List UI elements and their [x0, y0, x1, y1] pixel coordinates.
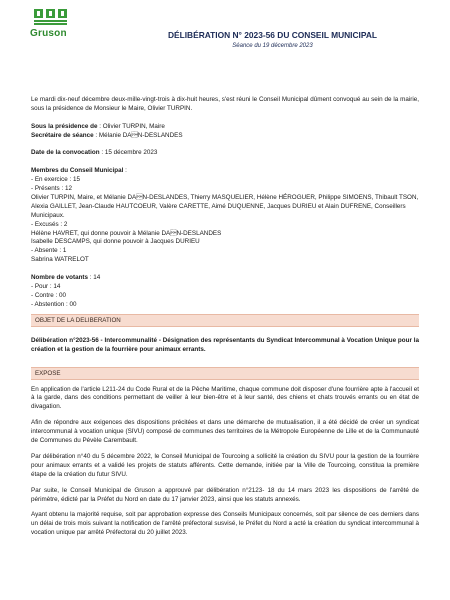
presidency-label: Sous la présidence de: [31, 122, 98, 130]
members-present: - Présents : 12: [31, 185, 72, 193]
logo-bars-icon: [34, 20, 72, 25]
members-in-office: - En exercice : 15: [31, 176, 80, 184]
intro-paragraph: Le mardi dix-neuf décembre deux-mille-vingt-trois à dix-huit heures, s'est réuni le Conseil Municipal dûment convoqué au sein de la mairie, sous la présidence de Monsieur le Maire, Olivier TURPIN.: [31, 96, 419, 112]
members-excused-1: Hélène HAVRET, qui donne pouvoir à Mélanie DAN-DESLANDES: [31, 229, 222, 237]
members-excused: - Excusés : 2: [31, 220, 68, 228]
votes-value: : 14: [88, 274, 101, 282]
members-absent-name: Sabrina WATRELOT: [31, 256, 89, 264]
votes-abstention: - Abstention : 00: [31, 300, 77, 308]
secretary-value: : Mélanie DAN-DESLANDES: [93, 131, 183, 139]
expose-paragraph: En application de l'article L211-24 du Code Rural et de la Pêche Maritime, chaque commune doit disposer d'une fourrière apte à l'accueil et à la garde, dans des conditions permettant de veiller à leur bien-être et à leur santé, des chiens et chats trouvés errants ou en état de divagation.: [31, 385, 419, 411]
members-excused-2: Isabelle DESCAMPS, qui donne pouvoir à Jacques DURIEU: [31, 238, 200, 246]
document-title: DÉLIBÉRATION N° 2023-56 DU CONSEIL MUNICIPAL: [167, 30, 378, 40]
document-subtitle: Séance du 19 décembre 2023: [232, 43, 313, 49]
document-header: [160, 30, 385, 49]
votes-heading: [31, 274, 419, 283]
document-body: [31, 96, 419, 538]
expose-paragraph: Afin de répondre aux exigences des dispositions précitées et dans une démarche de mutualisation, il a été décidé de créer un syndicat intercommunal à vocation unique (SIVU) composé de communes des territoires de la Métropole Européenne de Lille et de la Communauté de Communes du Pévèle Carembault.: [31, 419, 419, 445]
convocation-value: : 15 décembre 2023: [99, 149, 158, 157]
members-present-names: Olivier TURPIN, Maire, et Mélanie DAN-DESLANDES, Thierry MASQUELIER, Hélène HÉROGUER, Philippe SIMOENS, Thibault TSON, Alexia GAILLET, Jean-Claude HAUTCOEUR, Valère CARETTE, Aimé DUQUENNE, Jacques DURIEU et Alain DUFRENE, Conseillers Municipaux.: [31, 193, 419, 219]
secretary-line: [31, 132, 419, 141]
logo-name: Gruson: [30, 28, 67, 39]
votes-against: - Contre : 00: [31, 291, 66, 299]
presidency-value: : Olivier TURPIN, Maire: [97, 122, 165, 130]
presidency-line: [31, 123, 419, 132]
convocation-label: Date de la convocation: [31, 149, 100, 157]
expose-section-header: EXPOSE: [31, 367, 419, 380]
convocation-line: [31, 149, 419, 158]
object-section-header: OBJET DE LA DELIBERATION: [31, 314, 419, 327]
expose-paragraph: Ayant obtenu la majorité requise, soit par approbation expresse des Conseils Municipaux concernés, soit par silence de ces derniers dans un délai de trois mois suivant la notification de l'arrêté préfectoral susvisé, le Préfet du Nord a acté la création du syndicat intercommunal à vocation unique par arrêté Préfectoral du 20 juillet 2023.: [31, 511, 419, 537]
secretary-label: Secrétaire de séance: [31, 131, 94, 139]
members-absent: - Absente : 1: [31, 247, 67, 255]
gruson-logo: [30, 9, 72, 39]
members-label: Membres du Conseil Municipal: [31, 167, 124, 175]
members-suffix: :: [123, 167, 127, 175]
object-text: Délibération n°2023-56 - Intercommunalité - Désignation des représentants du Syndicat Intercommunal à Vocation Unique pour la création et la gestion de la fourrière pour animaux errants.: [31, 336, 419, 353]
expose-paragraph: Par suite, le Conseil Municipal de Gruson a approuvé par délibération n°2123- 18 du 14 mars 2023 les dispositions de l'arrêté de périmètre, édicté par la Préfet du Nord en date du 17 janvier 2023, ainsi que les statuts annexés.: [31, 486, 419, 503]
votes-for: - Pour : 14: [31, 282, 61, 290]
votes-label: Nombre de votants: [31, 274, 89, 282]
logo-mark-icon: [34, 9, 72, 18]
members-heading: [31, 167, 419, 176]
expose-paragraph: Par délibération n°40 du 5 décembre 2022, le Conseil Municipal de Tourcoing a sollicité la création du SIVU pour la gestion de la fourrière pour animaux errants et a validé les projets de statuts afférents. Cette demande, initiée par la Ville de Tourcoing, constitua la première étape de la création du futur SIVU.: [31, 452, 419, 478]
